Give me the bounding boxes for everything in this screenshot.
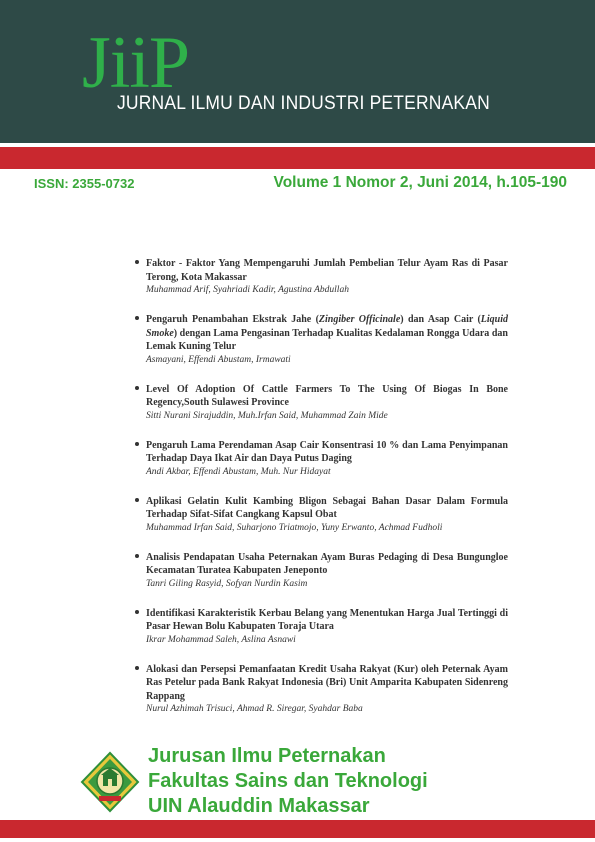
article-authors: Nurul Azhimah Trisuci, Ahmad R. Siregar, Syahdar Baba [146,704,363,714]
article-authors: Andi Akbar, Effendi Abustam, Muh. Nur Hidayat [146,466,331,477]
article-authors: Asmayani, Effendi Abustam, Irmawati [146,354,291,365]
article-title: Aplikasi Gelatin Kulit Kambing Bligon Sebagai Bahan Dasar Dalam Formula Terhadap Sifat-Sifat Cangkang Kapsul Obat [146,495,508,520]
article-title: Faktor - Faktor Yang Mempengaruhi Jumlah Pembelian Telur Ayam Ras di Pasar Terong, Kota Makassar [146,258,508,283]
article-title: Pengaruh Penambahan Ekstrak Jahe (Zingiber Officinale) dan Asap Cair (Liquid Smoke) dengan Lama Pengasinan Terhadap Kualitas Kedalaman Rongga Udara dan Lemak Kuning Telur [146,314,509,352]
article-item [136,257,508,297]
bullet-icon [135,386,139,390]
volume-label: Volume 1 Nomor 2, Juni 2014, h.105-190 [273,174,567,191]
article-authors: Muhammad Irfan Said, Suharjono Triatmojo, Yuny Erwanto, Achmad Fudholi [146,522,443,533]
article-title: Pengaruh Lama Perendaman Asap Cair Konsentrasi 10 % dan Lama Penyimpanan Terhadap Daya Ikat Air dan Daya Putus Daging [146,439,508,464]
article-title: Alokasi dan Persepsi Pemanfaatan Kredit Usaha Rakyat (Kur) oleh Peternak Ayam Ras Petelur pada Bank Rakyat Indonesia (Bri) Unit Amparita Kabupaten Sidenreng Rappang [146,663,508,702]
bullet-icon [135,442,139,446]
department-name: Jurusan Ilmu Peternakan [148,745,386,767]
issn-label: ISSN: 2355-0732 [34,176,135,191]
article-item [136,663,508,717]
article-authors: Muhammad Arif, Syahriadi Kadir, Agustina Abdullah [146,285,349,295]
journal-logo: JiiP [82,22,190,104]
university-name: UIN Alauddin Makassar [148,795,370,817]
header-band [0,0,595,143]
bullet-icon [135,554,139,558]
bullet-icon [135,316,139,320]
top-red-bar [0,147,595,169]
article-item [136,383,508,423]
article-item [136,439,508,479]
article-item [136,495,508,535]
university-emblem-icon [79,751,141,813]
journal-name: JURNAL ILMU DAN INDUSTRI PETERNAKAN [117,93,490,114]
article-title: Identifikasi Karakteristik Kerbau Belang yang Menentukan Harga Jual Tertinggi di Pasar Hewan Bolu Kabupaten Toraja Utara [146,607,508,632]
article-authors: Sitti Nurani Sirajuddin, Muh.Irfan Said, Muhammad Zain Mide [146,410,388,421]
article-title: Analisis Pendapatan Usaha Peternakan Ayam Buras Pedaging di Desa Bungungloe Kecamatan Turatea Kabupaten Jeneponto [146,551,508,576]
faculty-name: Fakultas Sains dan Teknologi [148,770,428,792]
bullet-icon [135,610,139,614]
bullet-icon [135,260,139,264]
bullet-icon [135,666,139,670]
article-item [136,607,508,647]
article-title: Level Of Adoption Of Cattle Farmers To The Using Of Biogas In Bone Regency,South Sulawesi Province [146,383,508,408]
article-list [136,257,508,732]
article-authors: Ikrar Mohammad Saleh, Aslina Asnawi [146,634,296,645]
bottom-red-bar [0,820,595,838]
article-authors: Tanri Giling Rasyid, Sofyan Nurdin Kasim [146,578,308,589]
article-item [136,313,508,367]
article-item [136,551,508,591]
institution-block [148,744,428,819]
bullet-icon [135,498,139,502]
